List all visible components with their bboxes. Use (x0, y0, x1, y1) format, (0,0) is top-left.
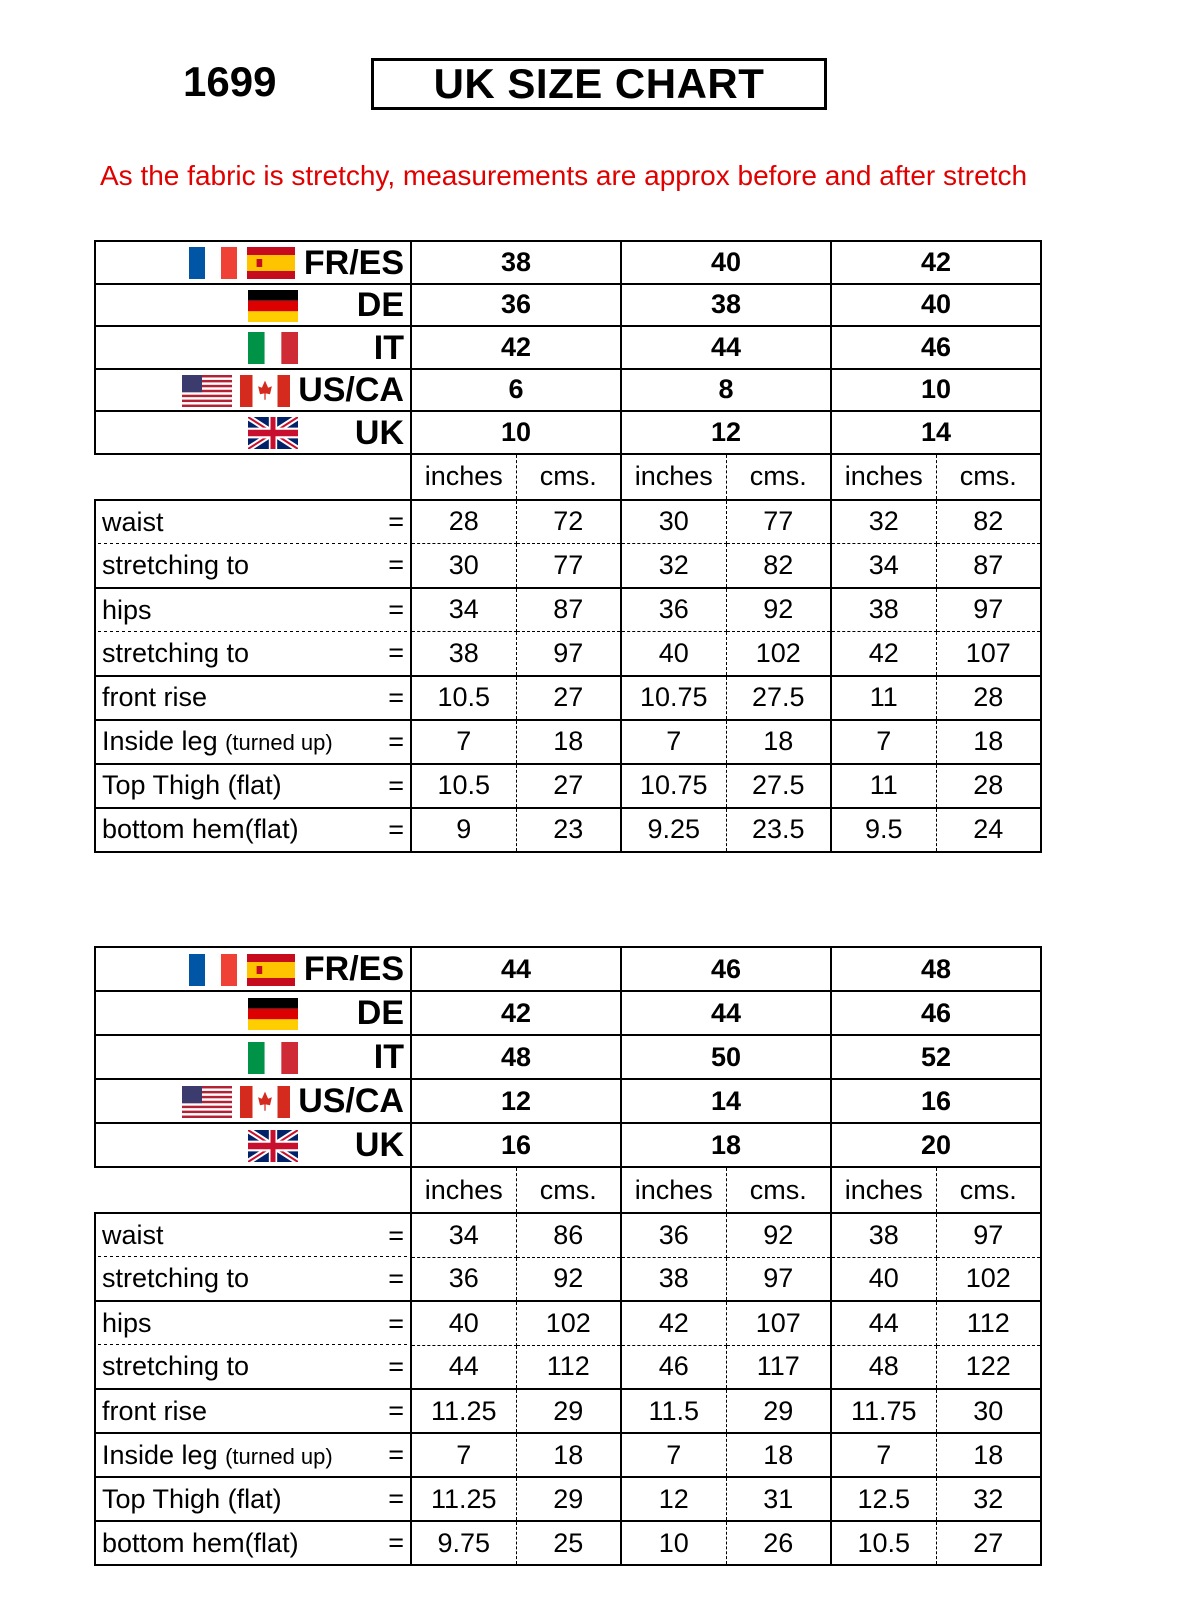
italy-flag-icon (248, 1042, 298, 1074)
value-cell: 32 (831, 500, 936, 544)
measurement-row (95, 1433, 1041, 1477)
measurement-label: waist = (95, 1213, 411, 1257)
value-cell: 25 (516, 1521, 621, 1565)
value-cell: 92 (726, 588, 831, 632)
country-label: US/CA (95, 369, 411, 412)
value-cell: 97 (726, 1257, 831, 1301)
measurement-label: stretching to = (95, 544, 411, 588)
measurement-row (95, 1521, 1041, 1565)
value-cell: 97 (936, 588, 1041, 632)
value-cell: 38 (621, 1257, 726, 1301)
germany-flag-icon (248, 290, 298, 322)
value-cell: 97 (516, 632, 621, 676)
unit-cms: cms. (516, 1167, 621, 1213)
size-cell: 50 (621, 1035, 831, 1079)
size-cell: 46 (831, 991, 1041, 1035)
size-table-2 (94, 946, 1040, 1566)
value-cell: 38 (831, 1213, 936, 1257)
france-flag-icon (188, 247, 238, 279)
size-cell: 44 (411, 947, 621, 991)
measurement-row (95, 1257, 1041, 1301)
value-cell: 102 (516, 1301, 621, 1345)
country-label: UK (95, 411, 411, 454)
value-cell: 28 (936, 764, 1041, 808)
country-row-it (95, 326, 1041, 369)
country-row-us-ca (95, 1079, 1041, 1123)
value-cell: 97 (936, 1213, 1041, 1257)
usa-flag-icon (182, 375, 232, 407)
value-cell: 18 (726, 720, 831, 764)
size-cell: 12 (621, 411, 831, 454)
usa-flag-icon (182, 1086, 232, 1118)
measurement-label: stretching to = (95, 1257, 411, 1301)
measurement-row (95, 1301, 1041, 1345)
value-cell: 28 (411, 500, 516, 544)
country-row-fr-es (95, 241, 1041, 284)
spain-flag-icon (246, 954, 296, 986)
measurement-label: bottom hem(flat) = (95, 808, 411, 852)
value-cell: 36 (621, 588, 726, 632)
measurement-label: hips = (95, 588, 411, 632)
value-cell: 26 (726, 1521, 831, 1565)
value-cell: 9 (411, 808, 516, 852)
value-cell: 27 (516, 764, 621, 808)
size-cell: 20 (831, 1123, 1041, 1167)
unit-inches: inches (621, 1167, 726, 1213)
value-cell: 10.75 (621, 764, 726, 808)
value-cell: 34 (831, 544, 936, 588)
value-cell: 34 (411, 588, 516, 632)
unit-cms: cms. (936, 454, 1041, 500)
value-cell: 23.5 (726, 808, 831, 852)
value-cell: 27 (936, 1521, 1041, 1565)
size-cell: 40 (621, 241, 831, 284)
measurement-label: front rise = (95, 676, 411, 720)
value-cell: 7 (621, 720, 726, 764)
italy-flag-icon (248, 332, 298, 364)
value-cell: 30 (621, 500, 726, 544)
unit-cms: cms. (726, 454, 831, 500)
unit-row (95, 1167, 1041, 1213)
country-label: IT (95, 326, 411, 369)
size-cell: 52 (831, 1035, 1041, 1079)
measurement-label: waist = (95, 500, 411, 544)
measurement-row (95, 676, 1041, 720)
measurement-row (95, 1477, 1041, 1521)
measurement-row (95, 500, 1041, 544)
value-cell: 27.5 (726, 676, 831, 720)
value-cell: 86 (516, 1213, 621, 1257)
size-cell: 44 (621, 326, 831, 369)
size-cell: 40 (831, 284, 1041, 327)
value-cell: 7 (621, 1433, 726, 1477)
size-cell: 38 (411, 241, 621, 284)
value-cell: 122 (936, 1345, 1041, 1389)
value-cell: 9.75 (411, 1521, 516, 1565)
measurement-row (95, 1213, 1041, 1257)
value-cell: 10.5 (411, 764, 516, 808)
canada-flag-icon (240, 1086, 290, 1118)
value-cell: 36 (621, 1213, 726, 1257)
measurement-label: stretching to = (95, 1345, 411, 1389)
value-cell: 27 (516, 676, 621, 720)
size-cell: 10 (411, 411, 621, 454)
value-cell: 11.25 (411, 1389, 516, 1433)
value-cell: 11.75 (831, 1389, 936, 1433)
measurement-row (95, 1389, 1041, 1433)
unit-inches: inches (831, 1167, 936, 1213)
stretch-note: As the fabric is stretchy, measurements are approx before and after stretch (100, 160, 1028, 191)
measurement-row (95, 720, 1041, 764)
value-cell: 36 (411, 1257, 516, 1301)
country-row-uk (95, 411, 1041, 454)
size-cell: 48 (411, 1035, 621, 1079)
value-cell: 107 (936, 632, 1041, 676)
value-cell: 92 (516, 1257, 621, 1301)
size-cell: 8 (621, 369, 831, 412)
size-cell: 38 (621, 284, 831, 327)
unit-cms: cms. (936, 1167, 1041, 1213)
value-cell: 107 (726, 1301, 831, 1345)
measurement-label: Top Thigh (flat) = (95, 764, 411, 808)
size-cell: 44 (621, 991, 831, 1035)
spain-flag-icon (246, 247, 296, 279)
size-cell: 6 (411, 369, 621, 412)
value-cell: 10.5 (831, 1521, 936, 1565)
size-cell: 16 (411, 1123, 621, 1167)
country-row-uk (95, 1123, 1041, 1167)
value-cell: 18 (516, 1433, 621, 1477)
country-label: IT (95, 1035, 411, 1079)
value-cell: 27.5 (726, 764, 831, 808)
value-cell: 77 (726, 500, 831, 544)
unit-inches: inches (411, 1167, 516, 1213)
value-cell: 38 (411, 632, 516, 676)
measurement-label: Inside leg (turned up) = (95, 1433, 411, 1477)
measurement-row (95, 588, 1041, 632)
value-cell: 18 (936, 720, 1041, 764)
value-cell: 117 (726, 1345, 831, 1389)
product-code: 1699 (183, 58, 277, 105)
size-cell: 46 (831, 326, 1041, 369)
value-cell: 32 (936, 1477, 1041, 1521)
value-cell: 23 (516, 808, 621, 852)
unit-cms: cms. (516, 454, 621, 500)
size-cell: 42 (411, 991, 621, 1035)
value-cell: 30 (411, 544, 516, 588)
measurement-label: stretching to = (95, 632, 411, 676)
unit-inches: inches (831, 454, 936, 500)
canada-flag-icon (240, 375, 290, 407)
value-cell: 29 (516, 1389, 621, 1433)
country-label: DE (95, 284, 411, 327)
value-cell: 102 (936, 1257, 1041, 1301)
value-cell: 42 (831, 632, 936, 676)
measurement-label: Top Thigh (flat) = (95, 1477, 411, 1521)
measurement-label: Inside leg (turned up) = (95, 720, 411, 764)
value-cell: 28 (936, 676, 1041, 720)
value-cell: 7 (831, 1433, 936, 1477)
value-cell: 92 (726, 1213, 831, 1257)
value-cell: 10.5 (411, 676, 516, 720)
size-cell: 36 (411, 284, 621, 327)
measurement-row (95, 764, 1041, 808)
country-row-it (95, 1035, 1041, 1079)
value-cell: 34 (411, 1213, 516, 1257)
value-cell: 77 (516, 544, 621, 588)
value-cell: 112 (936, 1301, 1041, 1345)
size-cell: 14 (831, 411, 1041, 454)
unit-cms: cms. (726, 1167, 831, 1213)
value-cell: 7 (411, 1433, 516, 1477)
value-cell: 30 (936, 1389, 1041, 1433)
size-cell: 14 (621, 1079, 831, 1123)
value-cell: 29 (726, 1389, 831, 1433)
value-cell: 29 (516, 1477, 621, 1521)
size-cell: 42 (831, 241, 1041, 284)
unit-row (95, 454, 1041, 500)
value-cell: 44 (411, 1345, 516, 1389)
size-cell: 16 (831, 1079, 1041, 1123)
value-cell: 87 (516, 588, 621, 632)
country-label: US/CA (95, 1079, 411, 1123)
value-cell: 10 (621, 1521, 726, 1565)
size-cell: 12 (411, 1079, 621, 1123)
value-cell: 7 (831, 720, 936, 764)
country-row-us-ca (95, 369, 1041, 412)
value-cell: 87 (936, 544, 1041, 588)
size-cell: 10 (831, 369, 1041, 412)
page-title: UK SIZE CHART (371, 58, 827, 110)
value-cell: 40 (411, 1301, 516, 1345)
unit-inches: inches (411, 454, 516, 500)
value-cell: 18 (726, 1433, 831, 1477)
country-row-de (95, 284, 1041, 327)
france-flag-icon (188, 954, 238, 986)
measurement-label: bottom hem(flat) = (95, 1521, 411, 1565)
germany-flag-icon (248, 998, 298, 1030)
measurement-row (95, 808, 1041, 852)
value-cell: 10.75 (621, 676, 726, 720)
measurement-row (95, 544, 1041, 588)
value-cell: 72 (516, 500, 621, 544)
country-label: DE (95, 991, 411, 1035)
value-cell: 46 (621, 1345, 726, 1389)
value-cell: 7 (411, 720, 516, 764)
value-cell: 48 (831, 1345, 936, 1389)
value-cell: 40 (831, 1257, 936, 1301)
unit-inches: inches (621, 454, 726, 500)
size-table-1 (94, 240, 1040, 853)
value-cell: 38 (831, 588, 936, 632)
size-cell: 42 (411, 326, 621, 369)
country-label: FR/ES (95, 241, 411, 284)
value-cell: 11.5 (621, 1389, 726, 1433)
uk-flag-icon (248, 1130, 298, 1162)
country-row-de (95, 991, 1041, 1035)
value-cell: 24 (936, 808, 1041, 852)
value-cell: 112 (516, 1345, 621, 1389)
country-label: UK (95, 1123, 411, 1167)
value-cell: 11 (831, 764, 936, 808)
value-cell: 18 (936, 1433, 1041, 1477)
measurement-label: hips = (95, 1301, 411, 1345)
country-row-fr-es (95, 947, 1041, 991)
value-cell: 11 (831, 676, 936, 720)
size-cell: 48 (831, 947, 1041, 991)
value-cell: 40 (621, 632, 726, 676)
value-cell: 12 (621, 1477, 726, 1521)
value-cell: 44 (831, 1301, 936, 1345)
size-cell: 18 (621, 1123, 831, 1167)
value-cell: 18 (516, 720, 621, 764)
value-cell: 9.5 (831, 808, 936, 852)
measurement-row (95, 1345, 1041, 1389)
value-cell: 102 (726, 632, 831, 676)
value-cell: 82 (936, 500, 1041, 544)
measurement-row (95, 632, 1041, 676)
measurement-label: front rise = (95, 1389, 411, 1433)
value-cell: 82 (726, 544, 831, 588)
value-cell: 32 (621, 544, 726, 588)
size-cell: 46 (621, 947, 831, 991)
country-label: FR/ES (95, 947, 411, 991)
value-cell: 42 (621, 1301, 726, 1345)
value-cell: 9.25 (621, 808, 726, 852)
value-cell: 12.5 (831, 1477, 936, 1521)
uk-flag-icon (248, 417, 298, 449)
value-cell: 31 (726, 1477, 831, 1521)
value-cell: 11.25 (411, 1477, 516, 1521)
